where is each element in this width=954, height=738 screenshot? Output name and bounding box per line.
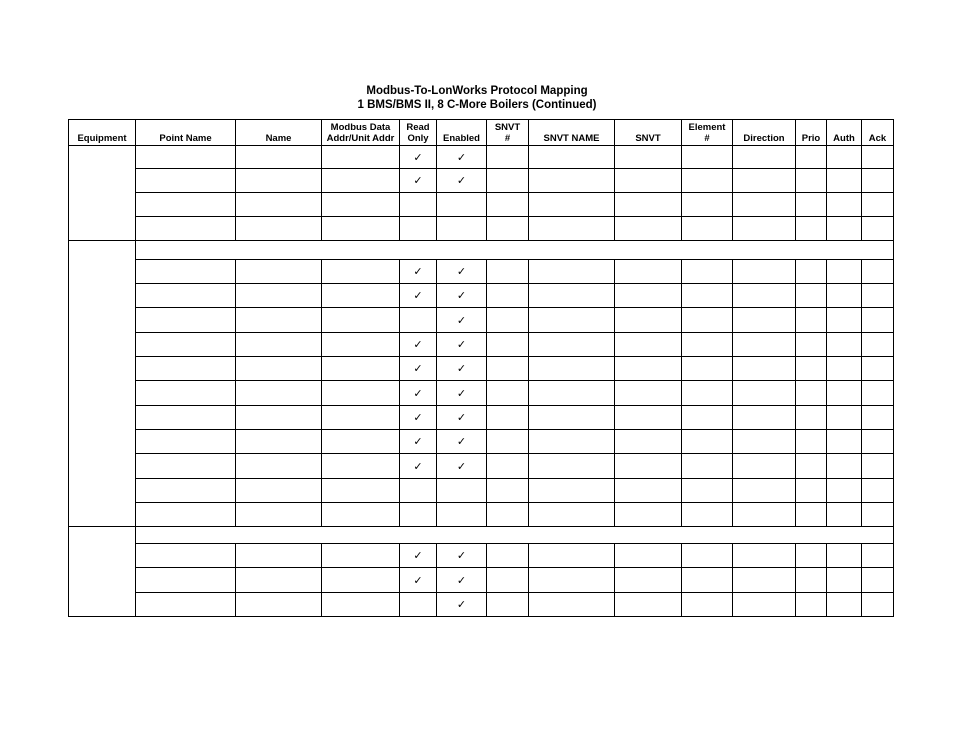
table-cell [322, 406, 400, 430]
table-cell [400, 217, 437, 241]
page-subtitle: 1 BMS/BMS II, 8 C-More Boilers (Continued) [357, 99, 597, 111]
table-cell [862, 260, 894, 284]
table-cell [827, 169, 862, 193]
col-point-name: Point Name [136, 120, 236, 146]
table-cell [529, 333, 615, 357]
table-cell [615, 544, 682, 568]
table-row [69, 454, 894, 479]
table-row [69, 381, 894, 406]
table-cell [733, 381, 796, 406]
table-cell [733, 193, 796, 217]
read-only-check-icon: ✓ [400, 284, 437, 308]
table-cell [236, 146, 322, 169]
table-row [69, 430, 894, 454]
table-cell [236, 406, 322, 430]
table-cell [236, 193, 322, 217]
table-cell [827, 544, 862, 568]
table-cell [236, 284, 322, 308]
table-cell [400, 503, 437, 527]
table-cell [682, 430, 733, 454]
table-cell [827, 430, 862, 454]
read-only-check-icon: ✓ [400, 333, 437, 357]
table-cell [682, 479, 733, 503]
table-cell [796, 217, 827, 241]
table-cell [862, 284, 894, 308]
table-cell [615, 503, 682, 527]
col-direction: Direction [733, 120, 796, 146]
table-cell [682, 406, 733, 430]
table-cell [615, 406, 682, 430]
table-row [69, 284, 894, 308]
table-row [69, 357, 894, 381]
table-cell [862, 503, 894, 527]
enabled-check-icon: ✓ [437, 308, 487, 333]
read-only-check-icon: ✓ [400, 357, 437, 381]
table-cell [236, 260, 322, 284]
table-cell [682, 357, 733, 381]
table-cell [136, 503, 236, 527]
table-cell [615, 169, 682, 193]
table-cell [733, 454, 796, 479]
table-row [69, 333, 894, 357]
table-cell [827, 146, 862, 169]
table-cell [487, 260, 529, 284]
table-cell [529, 406, 615, 430]
table-cell [487, 479, 529, 503]
table-cell [796, 193, 827, 217]
table-row [69, 544, 894, 568]
table-cell [136, 333, 236, 357]
table-cell [400, 593, 437, 617]
table-cell [487, 333, 529, 357]
table-cell [136, 593, 236, 617]
table-cell [322, 503, 400, 527]
header-row [69, 120, 894, 146]
table-cell [796, 568, 827, 593]
table-cell [529, 593, 615, 617]
table-cell [529, 454, 615, 479]
table-cell [322, 593, 400, 617]
table-cell [487, 544, 529, 568]
table-cell [615, 381, 682, 406]
table-cell [136, 284, 236, 308]
table-cell [437, 479, 487, 503]
table-row [69, 568, 894, 593]
table-cell [322, 430, 400, 454]
enabled-check-icon: ✓ [437, 169, 487, 193]
table-cell [682, 217, 733, 241]
table-cell [136, 479, 236, 503]
enabled-check-icon: ✓ [437, 593, 487, 617]
table-cell [827, 381, 862, 406]
table-cell [236, 454, 322, 479]
table-cell [796, 284, 827, 308]
table-cell [236, 568, 322, 593]
table-cell [136, 381, 236, 406]
table-cell [682, 308, 733, 333]
equipment-cell [69, 527, 136, 617]
table-cell [615, 593, 682, 617]
enabled-check-icon: ✓ [437, 454, 487, 479]
read-only-check-icon: ✓ [400, 169, 437, 193]
table-cell [236, 479, 322, 503]
table-cell [136, 169, 236, 193]
table-cell [796, 146, 827, 169]
table-cell [236, 217, 322, 241]
table-cell [487, 381, 529, 406]
equipment-cell [69, 241, 136, 527]
table-cell [236, 503, 322, 527]
table-cell [682, 169, 733, 193]
table-row [69, 217, 894, 241]
table-cell [529, 430, 615, 454]
table-cell [487, 357, 529, 381]
read-only-check-icon: ✓ [400, 260, 437, 284]
table-cell [136, 544, 236, 568]
table-cell [796, 593, 827, 617]
table-cell [827, 260, 862, 284]
table-cell [529, 357, 615, 381]
enabled-check-icon: ✓ [437, 406, 487, 430]
table-cell [322, 217, 400, 241]
table-cell [236, 357, 322, 381]
table-cell [862, 568, 894, 593]
table-cell [322, 146, 400, 169]
table-cell [682, 568, 733, 593]
table-cell [529, 381, 615, 406]
table-cell [862, 193, 894, 217]
col-prio: Prio [796, 120, 827, 146]
table-cell [400, 308, 437, 333]
table-cell [796, 357, 827, 381]
col-read-only: Read Only [400, 120, 437, 146]
table-cell [682, 381, 733, 406]
table-cell [437, 503, 487, 527]
table-cell [733, 169, 796, 193]
table-cell [487, 193, 529, 217]
table-cell [136, 146, 236, 169]
table-cell [682, 454, 733, 479]
table-cell [529, 568, 615, 593]
enabled-check-icon: ✓ [437, 568, 487, 593]
table-cell [136, 357, 236, 381]
table-cell [236, 593, 322, 617]
col-modbus-addr: Modbus Data Addr/Unit Addr [322, 120, 400, 146]
table-cell [615, 193, 682, 217]
table-cell [529, 544, 615, 568]
table-cell [733, 406, 796, 430]
table-cell [733, 357, 796, 381]
table-cell [733, 308, 796, 333]
table-cell [796, 479, 827, 503]
table-cell [796, 333, 827, 357]
table-cell [827, 308, 862, 333]
separator-cell [136, 241, 894, 260]
read-only-check-icon: ✓ [400, 544, 437, 568]
table-cell [733, 146, 796, 169]
table-cell [136, 308, 236, 333]
table-cell [322, 357, 400, 381]
table-cell [615, 430, 682, 454]
table-cell [400, 479, 437, 503]
enabled-check-icon: ✓ [437, 260, 487, 284]
table-cell [827, 193, 862, 217]
table-cell [862, 479, 894, 503]
table-cell [487, 454, 529, 479]
table-cell [733, 430, 796, 454]
table-cell [322, 193, 400, 217]
col-name: Name [236, 120, 322, 146]
table-cell [862, 333, 894, 357]
table-cell [236, 308, 322, 333]
table-cell [322, 260, 400, 284]
table-cell [136, 568, 236, 593]
table-row [69, 593, 894, 617]
table-cell [862, 308, 894, 333]
table-cell [862, 454, 894, 479]
table-cell [796, 430, 827, 454]
table-cell [322, 454, 400, 479]
table-cell [236, 544, 322, 568]
table-cell [862, 430, 894, 454]
col-snvt: SNVT [615, 120, 682, 146]
table-cell [322, 568, 400, 593]
table-cell [529, 217, 615, 241]
group-separator-row [69, 527, 894, 544]
table-cell [322, 284, 400, 308]
table-cell [615, 454, 682, 479]
table-cell [862, 169, 894, 193]
table-cell [733, 568, 796, 593]
col-snvt-number: SNVT # [487, 120, 529, 146]
table-cell [615, 260, 682, 284]
table-cell [487, 568, 529, 593]
read-only-check-icon: ✓ [400, 146, 437, 169]
table-cell [487, 146, 529, 169]
table-cell [322, 479, 400, 503]
read-only-check-icon: ✓ [400, 568, 437, 593]
table-cell [827, 357, 862, 381]
table-cell [682, 333, 733, 357]
table-cell [733, 544, 796, 568]
mapping-table [68, 119, 894, 617]
table-cell [236, 430, 322, 454]
table-cell [529, 308, 615, 333]
table-cell [615, 146, 682, 169]
table-cell [615, 568, 682, 593]
table-cell [733, 593, 796, 617]
table-cell [615, 333, 682, 357]
table-cell [827, 568, 862, 593]
table-cell [796, 544, 827, 568]
enabled-check-icon: ✓ [437, 146, 487, 169]
table-cell [322, 169, 400, 193]
table-cell [487, 593, 529, 617]
table-cell [529, 146, 615, 169]
table-cell [682, 544, 733, 568]
table-cell [733, 479, 796, 503]
table-row [69, 146, 894, 169]
table-cell [733, 333, 796, 357]
col-equipment: Equipment [69, 120, 136, 146]
enabled-check-icon: ✓ [437, 381, 487, 406]
table-cell [682, 260, 733, 284]
table-cell [862, 357, 894, 381]
table-cell [487, 430, 529, 454]
table-cell [487, 284, 529, 308]
table-cell [682, 503, 733, 527]
table-cell [322, 381, 400, 406]
table-cell [437, 217, 487, 241]
table-cell [862, 406, 894, 430]
table-cell [733, 217, 796, 241]
table-cell [733, 503, 796, 527]
table-cell [796, 406, 827, 430]
table-cell [136, 430, 236, 454]
table-cell [862, 146, 894, 169]
table-cell [529, 260, 615, 284]
enabled-check-icon: ✓ [437, 284, 487, 308]
table-cell [136, 217, 236, 241]
group-separator-row [69, 241, 894, 260]
table-cell [487, 217, 529, 241]
enabled-check-icon: ✓ [437, 357, 487, 381]
table-cell [529, 169, 615, 193]
col-auth: Auth [827, 120, 862, 146]
col-snvt-name: SNVT NAME [529, 120, 615, 146]
table-cell [529, 193, 615, 217]
table-cell [682, 593, 733, 617]
table-row [69, 406, 894, 430]
table-cell [136, 454, 236, 479]
table-cell [796, 454, 827, 479]
table-cell [827, 217, 862, 241]
table-cell [236, 169, 322, 193]
table-cell [236, 333, 322, 357]
table-cell [862, 544, 894, 568]
table-cell [487, 503, 529, 527]
table-row [69, 503, 894, 527]
table-cell [437, 193, 487, 217]
table-cell [862, 217, 894, 241]
equipment-cell [69, 146, 136, 241]
page-title: Modbus-To-LonWorks Protocol Mapping [366, 85, 588, 97]
col-element-number: Element # [682, 120, 733, 146]
table-cell [400, 193, 437, 217]
table-cell [682, 146, 733, 169]
table-cell [796, 381, 827, 406]
table-cell [796, 308, 827, 333]
table-cell [529, 503, 615, 527]
col-ack: Ack [862, 120, 894, 146]
table-cell [615, 217, 682, 241]
table-row [69, 479, 894, 503]
table-row [69, 308, 894, 333]
table-cell [862, 381, 894, 406]
table-cell [487, 169, 529, 193]
table-cell [733, 260, 796, 284]
enabled-check-icon: ✓ [437, 333, 487, 357]
table-cell [796, 503, 827, 527]
table-cell [529, 284, 615, 308]
table-cell [615, 357, 682, 381]
table-row [69, 169, 894, 193]
table-cell [827, 406, 862, 430]
table-cell [682, 193, 733, 217]
table-cell [615, 479, 682, 503]
table-row [69, 193, 894, 217]
enabled-check-icon: ✓ [437, 544, 487, 568]
table-cell [487, 308, 529, 333]
col-enabled: Enabled [437, 120, 487, 146]
table-cell [615, 308, 682, 333]
table-cell [322, 544, 400, 568]
table-cell [322, 308, 400, 333]
read-only-check-icon: ✓ [400, 454, 437, 479]
table-cell [322, 333, 400, 357]
table-cell [682, 284, 733, 308]
table-cell [827, 503, 862, 527]
table-row [69, 260, 894, 284]
table-cell [862, 593, 894, 617]
separator-cell [136, 527, 894, 544]
table-cell [236, 381, 322, 406]
table-cell [827, 593, 862, 617]
read-only-check-icon: ✓ [400, 430, 437, 454]
table-cell [136, 406, 236, 430]
table-cell [827, 454, 862, 479]
table-cell [827, 284, 862, 308]
table-cell [615, 284, 682, 308]
read-only-check-icon: ✓ [400, 406, 437, 430]
table-cell [529, 479, 615, 503]
table-cell [487, 406, 529, 430]
table-cell [827, 333, 862, 357]
read-only-check-icon: ✓ [400, 381, 437, 406]
table-cell [796, 260, 827, 284]
table-cell [136, 193, 236, 217]
table-cell [827, 479, 862, 503]
table-cell [136, 260, 236, 284]
table-cell [733, 284, 796, 308]
table-cell [796, 169, 827, 193]
enabled-check-icon: ✓ [437, 430, 487, 454]
